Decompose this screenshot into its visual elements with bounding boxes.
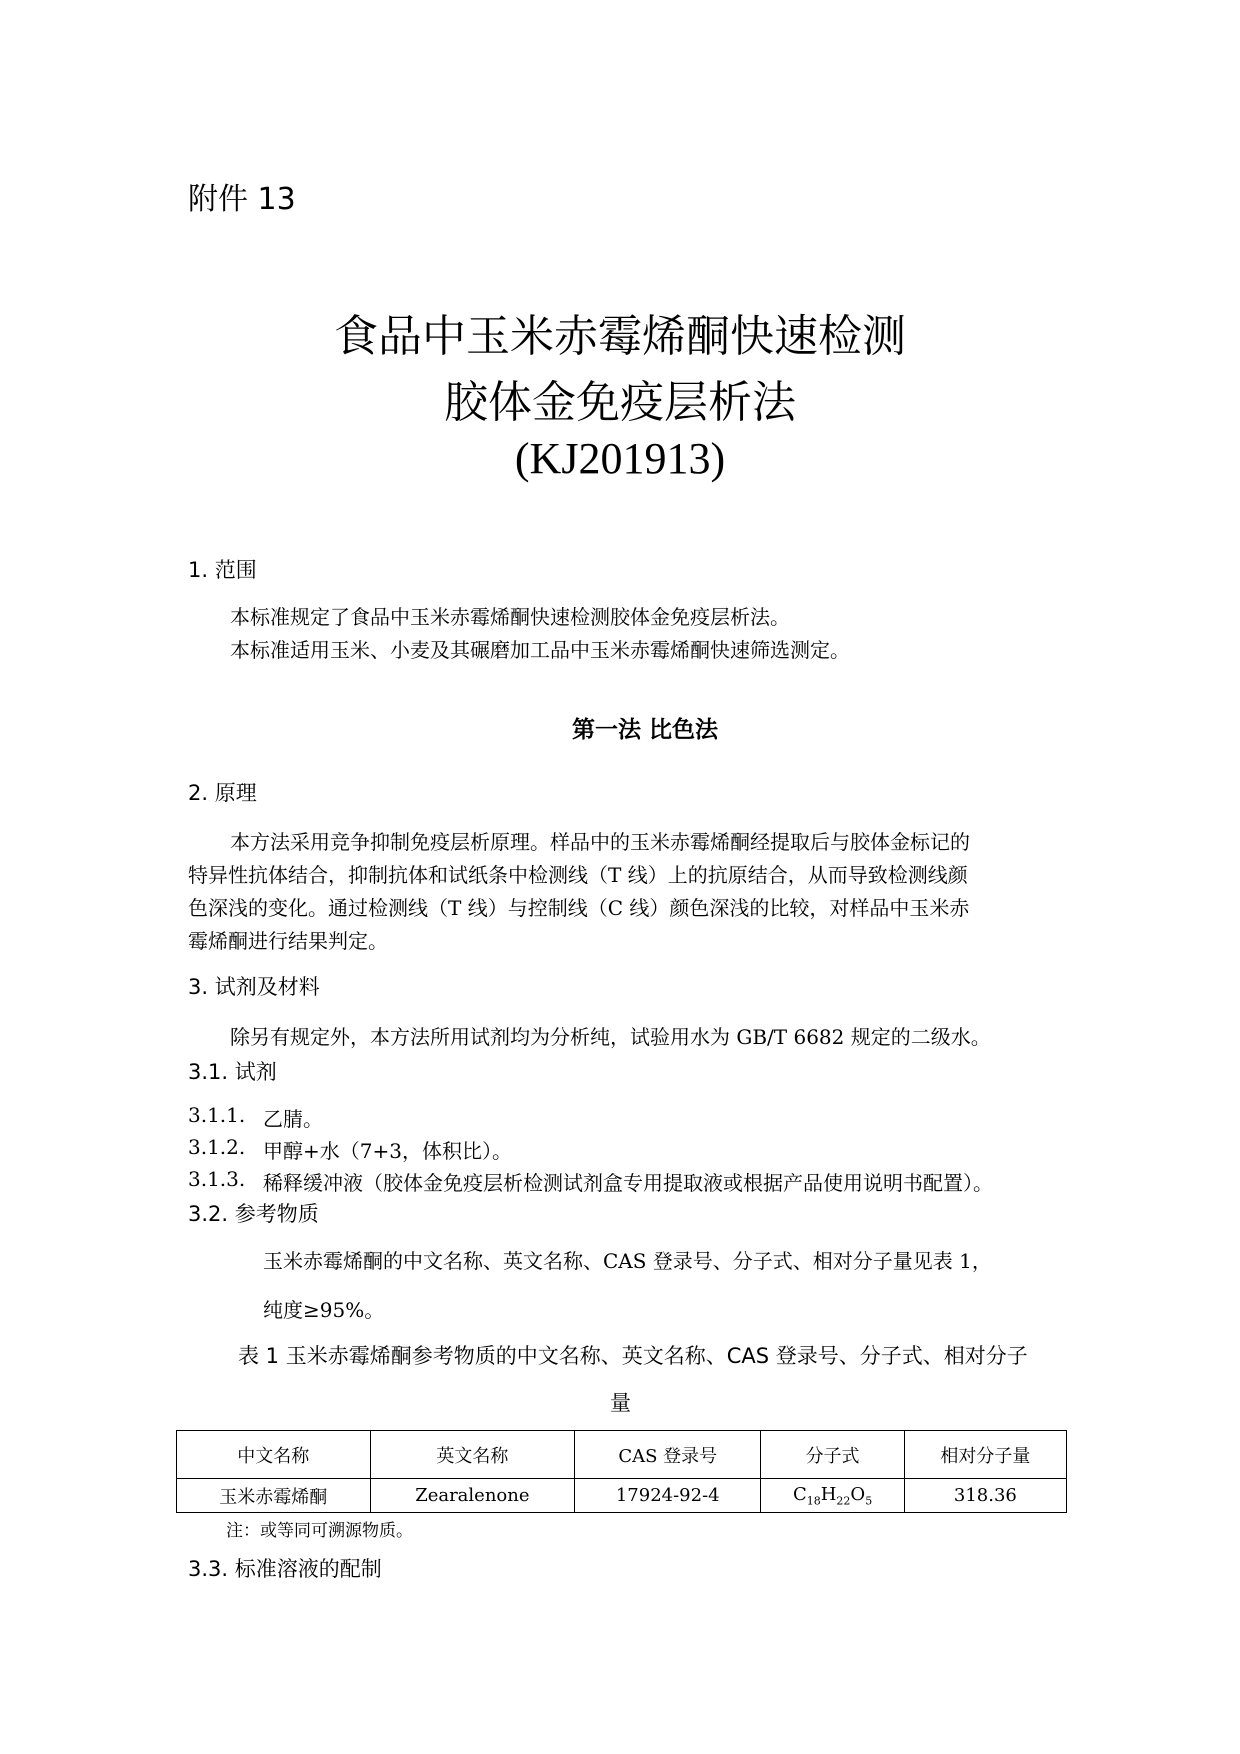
section-3-1-heading: 3.1. 试剂 — [188, 1060, 277, 1084]
section-1-paragraph-2: 本标准适用玉米、小麦及其碾磨加工品中玉米赤霉烯酮快速筛选测定。 — [230, 638, 850, 662]
section-3-paragraph: 除另有规定外，本方法所用试剂均为分析纯，试验用水为 GB/T 6682 规定的二级水。 — [230, 1025, 991, 1049]
item-text: 稀释缓冲液（胶体金免疫层析检测试剂盒专用提取液或根据产品使用说明书配置）。 — [263, 1171, 993, 1195]
section-2-line-2: 特异性抗体结合，抑制抗体和试纸条中检测线（T 线）上的抗原结合，从而导致检测线颜 — [188, 863, 968, 887]
section-3-2-line-1: 玉米赤霉烯酮的中文名称、英文名称、CAS 登录号、分子式、相对分子量见表 1， — [263, 1249, 992, 1273]
section-2-line-1: 本方法采用竞争抑制免疫层析原理。样品中的玉米赤霉烯酮经提取后与胶体金标记的 — [230, 830, 970, 854]
title-line-1: 食品中玉米赤霉烯酮快速检测 — [334, 311, 906, 362]
cell-chinese-name: 玉米赤霉烯酮 — [177, 1479, 371, 1513]
table-header-row — [177, 1431, 1067, 1479]
section-1-paragraph-1: 本标准规定了食品中玉米赤霉烯酮快速检测胶体金免疫层析法。 — [230, 605, 790, 629]
cell-english-name: Zearalenone — [370, 1479, 575, 1513]
table-header-cell: CAS 登录号 — [575, 1431, 761, 1479]
section-3-heading: 3. 试剂及材料 — [188, 975, 320, 999]
table-header-cell: 英文名称 — [370, 1431, 575, 1479]
cell-cas-number: 17924-92-4 — [575, 1479, 761, 1513]
table-header-cell: 中文名称 — [177, 1431, 371, 1479]
item-number: 3.1.2. — [188, 1135, 246, 1159]
section-2-heading: 2. 原理 — [188, 781, 257, 805]
table-caption-line-2: 量 — [610, 1391, 631, 1415]
item-text: 乙腈。 — [263, 1107, 323, 1131]
table-header-cell: 相对分子量 — [904, 1431, 1066, 1479]
table-caption-line-1: 表 1 玉米赤霉烯酮参考物质的中文名称、英文名称、CAS 登录号、分子式、相对分子 — [238, 1344, 1028, 1368]
section-2-line-4: 霉烯酮进行结果判定。 — [188, 929, 388, 953]
title-line-2: 胶体金免疫层析法 — [444, 377, 796, 428]
section-3-2-heading: 3.2. 参考物质 — [188, 1202, 319, 1226]
table-row — [177, 1479, 1067, 1513]
section-1-heading: 1. 范围 — [188, 558, 257, 582]
section-3-2-line-2: 纯度≥95%。 — [263, 1298, 385, 1322]
table-header-cell: 分子式 — [761, 1431, 904, 1479]
item-number: 3.1.3. — [188, 1167, 246, 1191]
attachment-label: 附件 13 — [188, 182, 296, 217]
section-3-3-heading: 3.3. 标准溶液的配制 — [188, 1557, 382, 1581]
table-note: 注：或等同可溯源物质。 — [226, 1521, 413, 1541]
method-title: 第一法 比色法 — [571, 717, 718, 743]
cell-molecular-weight: 318.36 — [904, 1479, 1066, 1513]
item-number: 3.1.1. — [188, 1103, 246, 1127]
item-text: 甲醇+水（7+3，体积比）。 — [263, 1139, 512, 1163]
reference-substance-table — [176, 1430, 1067, 1513]
cell-molecular-formula: $C_{18}H_{22}O_5$ — [761, 1479, 904, 1513]
title-line-3: (KJ201913) — [514, 434, 726, 483]
section-2-line-3: 色深浅的变化。通过检测线（T 线）与控制线（C 线）颜色深浅的比较，对样品中玉米赤 — [188, 896, 970, 920]
